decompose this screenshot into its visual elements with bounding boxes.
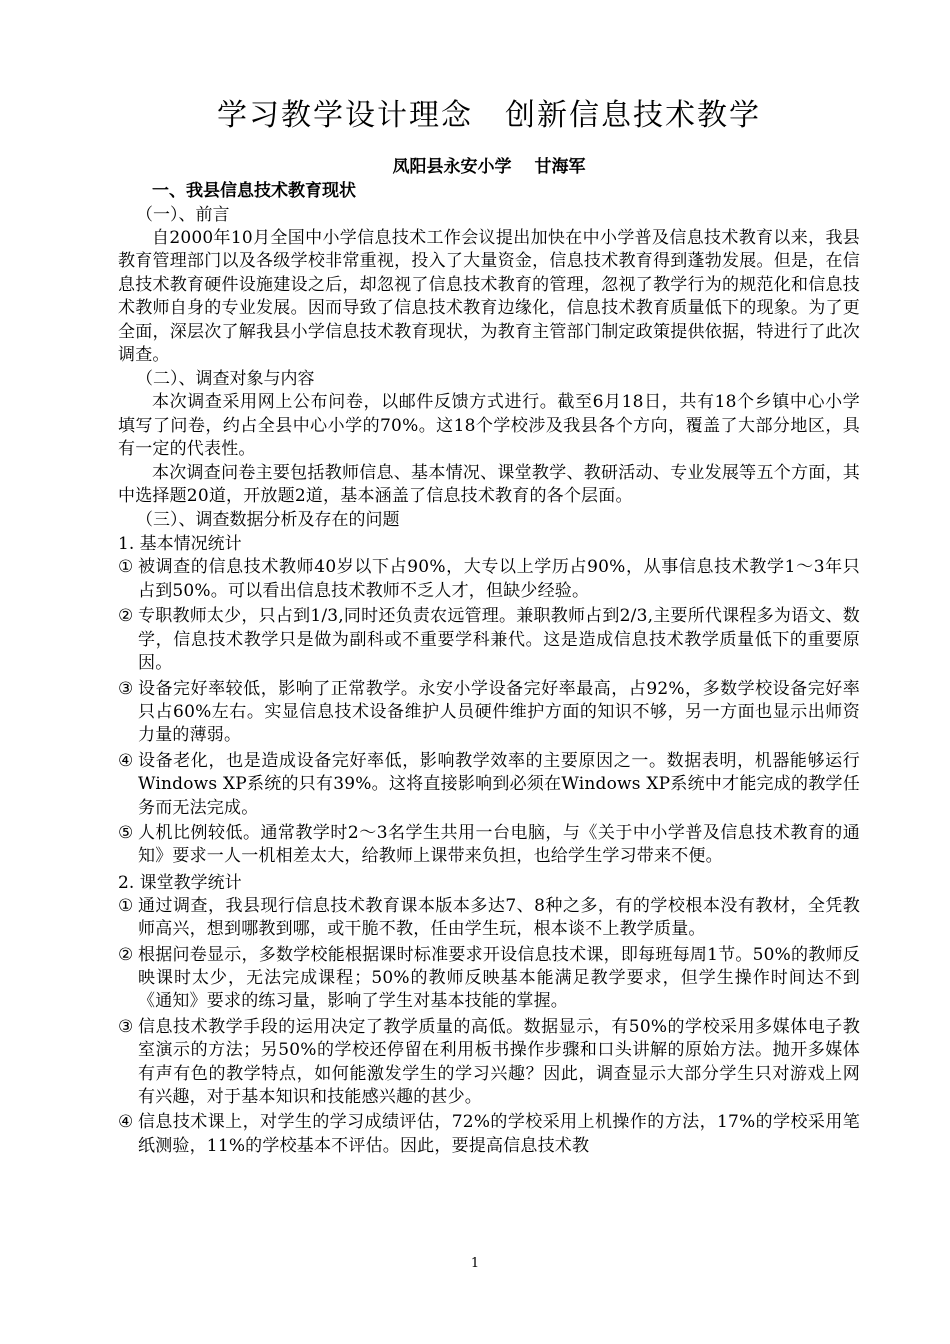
paragraph: 自2000年10月全国中小学信息技术工作会议提出加快在中小学普及信息技术教育以来，我县教育管理部门以及各级学校非常重视，投入了大量资金，信息技术教育得到蓬勃发展。但是，在信息技术教育硬件设施建设之后，却忽视了信息技术教育的管理，忽视了教学行为的规范化和信息技术教师自身的专业发展。因而导致了信息技术教育边缘化，信息技术教育质量低下的现象。为了更全面，深层次了解我县小学信息技术教育现状，为教育主管部门制定政策提供依据，特进行了此次调查。: [118, 228, 860, 366]
item-text: 设备老化，也是造成设备完好率低，影响教学效率的主要原因之一。数据表明，机器能够运行Windows XP系统的只有39%。这将直接影响到必须在Windows XP系统中才能完成的教学任务而无法完成。: [138, 750, 860, 818]
item-text: 设备完好率较低，影响了正常教学。永安小学设备完好率最高，占92%，多数学校设备完好率只占60%左右。实显信息技术设备维护人员硬件维护方面的知识不够，另一方面也显示出师资力量的薄弱。: [138, 678, 860, 746]
list-item: [118, 750, 860, 820]
list-item: [118, 822, 860, 869]
item-number: ①: [118, 895, 134, 916]
list-item: [118, 1016, 860, 1110]
item-text: 人机比例较低。通常教学时2～3名学生共用一台电脑，与《关于中小学普及信息技术教育的通知》要求一人一机相差太大，给教师上课带来负担，也给学生学习带来不便。: [138, 822, 860, 867]
page-number: 1: [470, 1256, 480, 1271]
author-line: 凤阳县永安小学 甘海军: [392, 157, 586, 177]
basic-stats-list: [118, 556, 860, 868]
item-text: 根据问卷显示，多数学校能根据课时标准要求开设信息技术课，即每班每周1节。50%的教师反映课时太少，无法完成课程；50%的教师反映基本能满足教学要求，但学生操作时间达不到《通知》要求的练习量，影响了学生对基本技能的掌握。: [138, 944, 860, 1012]
document-title: 学习教学设计理念 创新信息技术教学: [217, 98, 761, 133]
list-item: [118, 1111, 860, 1158]
item-number: ③: [118, 1016, 134, 1037]
paragraph: 本次调查采用网上公布问卷，以邮件反馈方式进行。截至6月18日，共有18个乡镇中心小学填写了问卷，约占全县中心小学的70%。这18个学校涉及我县各个方向，覆盖了大部分地区，具有一定的代表性。: [118, 392, 860, 460]
item-text: 通过调查，我县现行信息技术教育课本版本多达7、8种之多，有的学校根本没有教材，全凭教师高兴，想到哪教到哪，或干脆不教，任由学生玩，根本谈不上教学质量。: [138, 895, 860, 940]
item-number: ③: [118, 678, 134, 699]
list-item: [118, 556, 860, 603]
part-heading-classroom: 2. 课堂教学统计: [118, 872, 242, 893]
paragraph: 本次调查问卷主要包括教师信息、基本情况、课堂教学、教研活动、专业发展等五个方面，其中选择题20道，开放题2道，基本涵盖了信息技术教育的各个层面。: [118, 462, 860, 507]
item-number: ②: [118, 944, 134, 965]
list-item: [118, 944, 860, 1014]
list-item: [118, 895, 860, 942]
item-number: ①: [118, 557, 134, 578]
subsection-heading-preface: （一）、前言: [136, 205, 230, 225]
item-text: 信息技术教学手段的运用决定了教学质量的高低。数据显示，有50%的学校采用多媒体电子教室演示的方法；另50%的学校还停留在利用板书操作步骤和口头讲解的原始方法。抛开多媒体有声有色的教学特点，如何能激发学生的学习兴趣？因此，调查显示大部分学生只对游戏上网有兴趣，对于基本知识和技能感兴趣的甚少。: [138, 1016, 860, 1107]
subsection-heading-survey: （二）、调查对象与内容: [136, 369, 315, 390]
item-number: ⑤: [118, 822, 134, 843]
document-page: [118, 95, 860, 1160]
item-text: 被调查的信息技术教师40岁以下占90%，大专以上学历占90%，从事信息技术教学1～3年只占到50%。可以看出信息技术教师不乏人才，但缺少经验。: [138, 557, 860, 601]
classroom-stats-list: [118, 895, 860, 1158]
list-item: [118, 678, 860, 748]
item-number: ②: [118, 606, 134, 627]
section-heading-1: 一、我县信息技术教育现状: [152, 181, 356, 201]
item-text: 信息技术课上，对学生的学习成绩评估，72%的学校采用上机操作的方法，17%的学校采用笔纸测验，11%的学校基本不评估。因此，要提高信息技术教: [138, 1112, 860, 1156]
list-item: [118, 605, 860, 675]
subsection-heading-analysis: （三）、调查数据分析及存在的问题: [136, 510, 400, 531]
part-heading-basic: 1. 基本情况统计: [118, 534, 242, 555]
item-number: ④: [118, 750, 134, 771]
item-number: ④: [118, 1112, 134, 1133]
item-text: 专职教师太少，只占到1/3,同时还负责农远管理。兼职教师占到2/3,主要所代课程多为语文、数学，信息技术教学只是做为副科或不重要学科兼代。这是造成信息技术教学质量低下的重要原因。: [138, 606, 860, 674]
